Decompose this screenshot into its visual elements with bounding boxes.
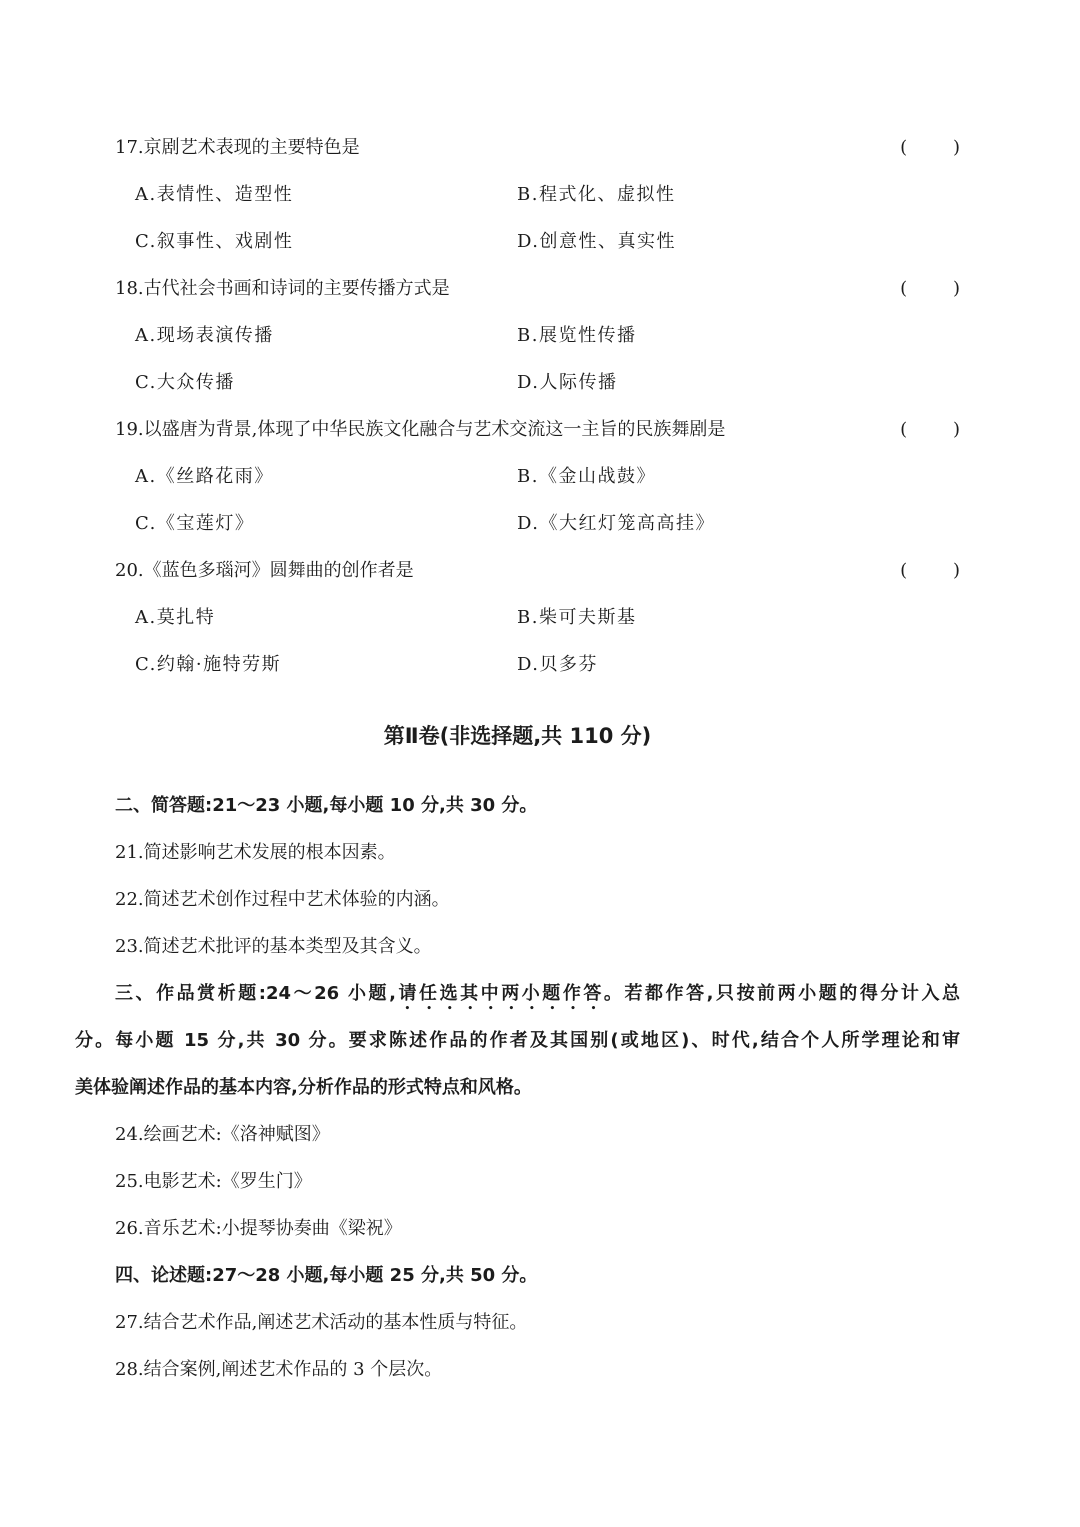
option-b: B.《金山战鼓》 xyxy=(517,466,656,487)
question-18 xyxy=(75,265,960,406)
answer-blank: ( ) xyxy=(900,419,960,440)
section-appreciation xyxy=(75,970,960,1252)
question-27: 27.结合艺术作品,阐述艺术活动的基本性质与特征。 xyxy=(115,1312,528,1333)
option-b: B.展览性传播 xyxy=(517,325,637,346)
question-17 xyxy=(75,124,960,265)
question-26: 26.音乐艺术:小提琴协奏曲《梁祝》 xyxy=(115,1218,402,1239)
option-row xyxy=(75,594,960,641)
section-heading-line-3: 美体验阐述作品的基本内容,分析作品的形式特点和风格。 xyxy=(75,1077,532,1098)
section-heading-line-2: 分。每小题 15 分,共 30 分。要求陈述作品的作者及其国别(或地区)、时代,结合个人所学理论和审 xyxy=(75,1030,960,1051)
option-row xyxy=(75,359,960,406)
option-b: B.柴可夫斯基 xyxy=(517,607,637,628)
question-stem xyxy=(75,265,960,312)
option-row xyxy=(75,171,960,218)
option-c: C.约翰·施特劳斯 xyxy=(135,654,282,675)
option-d: D.创意性、真实性 xyxy=(517,231,677,252)
option-c: C.《宝莲灯》 xyxy=(135,513,255,534)
option-row xyxy=(75,218,960,265)
option-row xyxy=(75,453,960,500)
question-22: 22.简述艺术创作过程中艺术体验的内涵。 xyxy=(115,889,450,910)
question-28: 28.结合案例,阐述艺术作品的 3 个层次。 xyxy=(115,1359,443,1380)
option-d: D.人际传播 xyxy=(517,372,618,393)
section-heading: 二、简答题:21～23 小题,每小题 10 分,共 30 分。 xyxy=(115,795,538,816)
answer-blank: ( ) xyxy=(900,137,960,158)
exam-page xyxy=(75,124,960,1393)
question-25: 25.电影艺术:《罗生门》 xyxy=(115,1171,312,1192)
answer-blank: ( ) xyxy=(900,278,960,299)
option-row xyxy=(75,641,960,688)
option-b: B.程式化、虚拟性 xyxy=(517,184,676,205)
question-stem xyxy=(75,547,960,594)
option-d: D.贝多芬 xyxy=(517,654,599,675)
option-row xyxy=(75,500,960,547)
option-c: C.叙事性、戏剧性 xyxy=(135,231,294,252)
question-19 xyxy=(75,406,960,547)
question-21: 21.简述影响艺术发展的根本因素。 xyxy=(115,842,396,863)
question-stem xyxy=(75,124,960,171)
emphasized-instruction: 请任选其中两小题作答 xyxy=(395,983,604,1004)
section-heading-line xyxy=(75,970,960,1017)
option-a: A.现场表演传播 xyxy=(135,325,274,346)
section-essay xyxy=(75,1252,960,1393)
option-c: C.大众传播 xyxy=(135,372,235,393)
part-title: 第Ⅱ卷(非选择题,共 110 分) xyxy=(383,724,652,748)
question-stem-text: 17.京剧艺术表现的主要特色是 xyxy=(115,137,360,158)
option-a: A.莫扎特 xyxy=(135,607,216,628)
question-stem-text: 20.《蓝色多瑙河》圆舞曲的创作者是 xyxy=(115,560,414,581)
question-24: 24.绘画艺术:《洛神赋图》 xyxy=(115,1124,330,1145)
question-23: 23.简述艺术批评的基本类型及其含义。 xyxy=(115,936,432,957)
section-heading-tail: 。若都作答,只按前两小题的得分计入总 xyxy=(603,983,961,1004)
answer-blank: ( ) xyxy=(900,560,960,581)
question-stem-text: 19.以盛唐为背景,体现了中华民族文化融合与艺术交流这一主旨的民族舞剧是 xyxy=(115,419,726,440)
section-heading: 四、论述题:27～28 小题,每小题 25 分,共 50 分。 xyxy=(115,1265,538,1286)
option-row xyxy=(75,312,960,359)
question-stem-text: 18.古代社会书画和诗词的主要传播方式是 xyxy=(115,278,450,299)
option-a: A.表情性、造型性 xyxy=(135,184,294,205)
option-a: A.《丝路花雨》 xyxy=(135,466,274,487)
question-stem xyxy=(75,406,960,453)
section-heading-lead: 三、作品赏析题:24～26 小题, xyxy=(115,983,396,1004)
section-short-answer xyxy=(75,782,960,970)
option-d: D.《大红灯笼高高挂》 xyxy=(517,513,716,534)
question-20 xyxy=(75,547,960,688)
